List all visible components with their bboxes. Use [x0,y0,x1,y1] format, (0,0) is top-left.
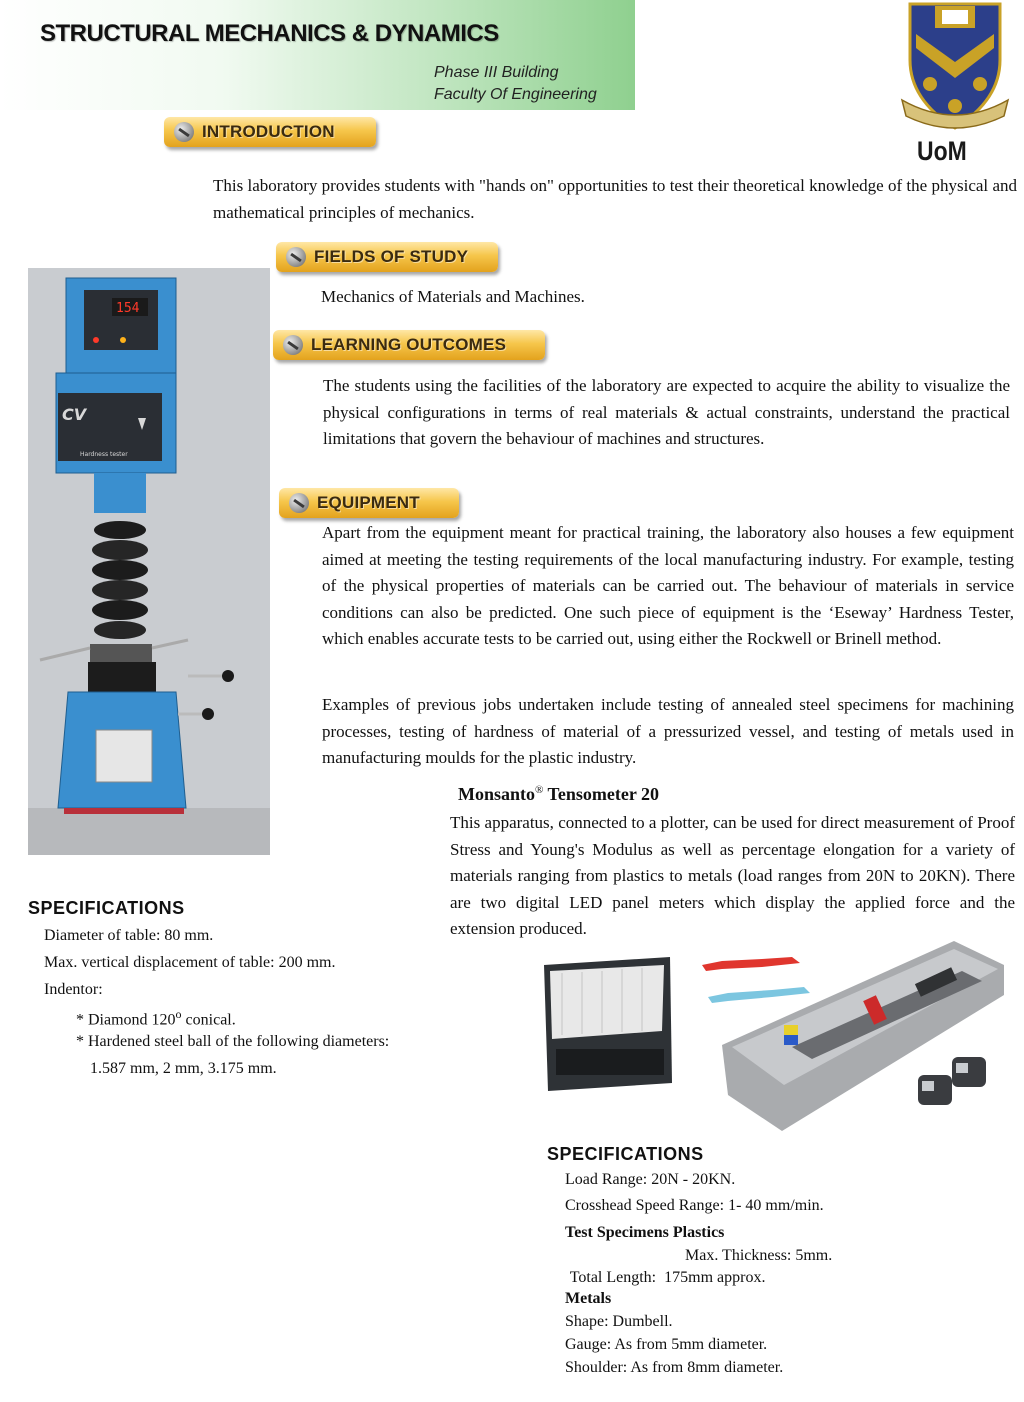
spec-line: Diameter of table: 80 mm. [44,927,214,944]
section-header-introduction [164,117,376,147]
tensometer-title [458,784,659,805]
equipment-jobs-text: Examples of previous jobs undertaken include testing of annealed steel specimens for machining processes, testing of hardness of material of a pressurized vessel, and testing of metals used in manufacturing moulds for the plastic industry. [322,695,1014,767]
machine-brand: CV [62,405,87,424]
registered-mark: ® [535,784,544,796]
display-reading: 154 [116,301,140,316]
section-header-fields-of-study [276,242,498,272]
spec-line: Max. vertical displacement of table: 200 mm. [44,954,336,971]
tensometer-specs-title: SPECIFICATIONS [547,1144,704,1164]
bolt-icon [289,493,309,513]
spec-total-length: Total Length: 175mm approx. [566,1269,766,1286]
spec-crosshead-speed: Crosshead Speed Range: 1- 40 mm/min. [565,1197,824,1214]
bolt-icon [283,335,303,355]
section-header-learning-outcomes [273,330,545,360]
section-label: FIELDS OF STUDY [314,247,469,266]
spec-gauge: Gauge: As from 5mm diameter. [565,1336,768,1353]
spec-load-range: Load Range: 20N - 20KN. [565,1171,736,1188]
tensometer-model: Tensometer 20 [543,784,660,804]
tensometer-name: Monsanto [458,784,536,804]
hardness-tester-photo [28,268,270,855]
building-label: Phase III Building [434,64,559,81]
machine-panel-label: Hardness tester [80,451,128,458]
spec-line: 1.587 mm, 2 mm, 3.175 mm. [90,1060,277,1077]
spec-test-specimens: Test Specimens Plastics [565,1224,725,1241]
spec-shape: Shape: Dumbell. [565,1313,673,1330]
section-label: LEARNING OUTCOMES [311,335,507,354]
bullet-text: conical. [181,1011,236,1029]
degree-mark: o [175,1007,182,1021]
spec-bullet-steel-ball: * Hardened steel ball of the following diameters: [76,1033,390,1050]
bolt-icon [174,122,194,142]
tensometer-photo [522,935,1018,1140]
hardness-specs-title: SPECIFICATIONS [28,898,185,918]
university-crest-logo [900,0,1010,140]
fields-text: Mechanics of Materials and Machines. [321,287,585,306]
spec-max-thickness: Max. Thickness: 5mm. [685,1247,833,1264]
bullet-text: * Diamond 120 [76,1011,176,1029]
outcomes-text: The students using the facilities of the laboratory are expected to acquire the ability to visualize the physical configurations in terms of real materials & actual constraints, understand the practical limitations that govern the behaviour of machines and structures. [323,376,1010,448]
spec-line: Indentor: [44,981,103,998]
page-title: STRUCTURAL MECHANICS & DYNAMICS [40,20,499,47]
faculty-label: Faculty Of Engineering [434,86,597,103]
equipment-text: Apart from the equipment meant for practical training, the laboratory also houses a few equipment aimed at meeting the testing requirements of the local manufacturing industry. For example, testing of the physical properties of materials can be carried out. The behaviour of materials in service conditions can also be predicted. One such piece of equipment is the ‘Eseway’ Hardness Tester, which enables accurate tests to be carried out, using either the Rockwell or Brinell method. [322,523,1014,648]
section-label: INTRODUCTION [202,122,335,141]
org-abbrev: UoM [917,136,967,166]
spec-shoulder: Shoulder: As from 8mm diameter. [565,1359,784,1376]
bolt-icon [286,247,306,267]
spec-metals-label: Metals [565,1290,612,1307]
introduction-text: This laboratory provides students with "hands on" opportunities to test their theoretical knowledge of the physical and mathematical principles of mechanics. [213,176,1017,222]
section-header-equipment [279,488,459,518]
section-label: EQUIPMENT [317,493,420,512]
tensometer-text: This apparatus, connected to a plotter, can be used for direct measurement of Proof Stress and Young's Modulus as well as percentage elongation for a variety of materials ranging from plastics to metals (load ranges from 20N to 20KN). There are two digital LED panel meters which display the applied force and the extension produced. [450,813,1015,938]
